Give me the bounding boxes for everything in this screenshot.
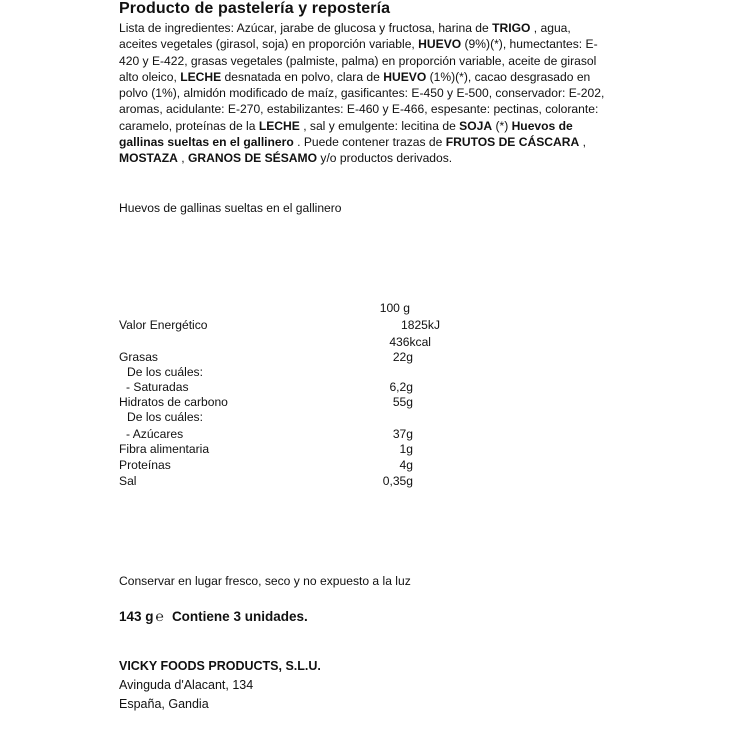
ingredient-text: y/o productos derivados.	[317, 151, 453, 166]
nutrition-label: Hidratos de carbono	[119, 395, 228, 409]
nutrition-row	[119, 350, 439, 366]
ingredient-text: (1%)(*), cacao desgrasado en polvo (1%), almidón modificado de maíz, gasificantes: E-450 y E-500, conservador: E-202, aromas, acidulante: E-270, estabilizantes: E-460 y E-466, espesante: pectinas, colorante: caramelo, proteínas de la	[119, 69, 605, 133]
nutrition-value: 22g	[392, 350, 413, 364]
nutrition-row	[119, 458, 439, 474]
nutrition-value: 6,2g	[389, 380, 413, 394]
estimated-sign-icon: ℮	[155, 608, 164, 624]
ingredient-text: ,	[177, 151, 188, 166]
nutrition-row	[119, 395, 439, 411]
nutrition-label: - Azúcares	[126, 427, 184, 441]
nutrition-row-energy	[119, 318, 439, 334]
nutrition-row	[119, 410, 439, 426]
nutrition-row	[119, 365, 439, 381]
ingredient-text: ,	[579, 135, 586, 150]
free-range-note: Huevos de gallinas sueltas en el gallinero	[119, 201, 342, 215]
net-weight-line	[119, 608, 308, 624]
allergen-text: FRUTOS DE CÁSCARA	[445, 135, 580, 150]
allergen-text: GRANOS DE SÉSAMO	[188, 151, 318, 166]
nutrition-value: 55g	[392, 395, 413, 409]
company-address-line1: Avinguda d'Alacant, 134	[119, 678, 254, 692]
ingredient-text: . Puede contener trazas de	[293, 135, 446, 150]
ingredient-text: (*)	[492, 118, 512, 133]
company-address-line2: España, Gandia	[119, 697, 209, 711]
nutrition-label: - Saturadas	[126, 380, 189, 394]
net-weight: 143 g	[119, 609, 154, 624]
nutrition-value: 1g	[399, 442, 413, 456]
ingredient-text: (9%)(*), humectantes: E-420 y E-422, grasas vegetales (palmiste, palma) en proporción variable, aceite de girasol alto oleico,	[119, 37, 598, 84]
nutrition-row	[119, 380, 439, 396]
nutrition-label: De los cuáles:	[127, 410, 203, 424]
allergen-text: LECHE	[258, 118, 300, 133]
nutrition-value: 4g	[399, 458, 413, 472]
nutrition-energy-kcal: 436kcal	[389, 335, 431, 349]
allergen-text: MOSTAZA	[119, 151, 178, 166]
product-title: Producto de pastelería y repostería	[119, 0, 391, 17]
company-name: VICKY FOODS PRODUCTS, S.L.U.	[119, 659, 321, 673]
nutrition-row	[119, 474, 439, 490]
nutrition-value: 0,35g	[382, 474, 413, 488]
nutrition-label: Grasas	[119, 350, 158, 364]
ingredient-text: desnatada en polvo, clara de	[221, 69, 384, 84]
allergen-text: HUEVO	[383, 69, 427, 84]
nutrition-row	[119, 442, 439, 458]
ingredient-text: , sal y emulgente: lecitina de	[299, 118, 460, 133]
nutrition-label: De los cuáles:	[127, 365, 203, 379]
nutrition-header-value: 100 g	[379, 301, 410, 315]
allergen-text: SOJA	[459, 118, 493, 133]
nutrition-value: 37g	[392, 427, 413, 441]
allergen-text: HUEVO	[418, 37, 462, 52]
nutrition-label: Valor Energético	[119, 318, 208, 332]
unit-count: Contiene 3 unidades.	[171, 609, 308, 624]
ingredient-text: Lista de ingredientes: Azúcar, jarabe de glucosa y fructosa, harina de	[119, 21, 493, 35]
allergen-text: Huevos de gallinas sueltas en el gallinero	[119, 118, 573, 150]
nutrition-label: Sal	[119, 474, 137, 488]
ingredient-text: , agua, aceites vegetales (girasol, soja) en proporción variable,	[119, 21, 571, 52]
nutrition-row	[119, 427, 439, 443]
nutrition-label: Proteínas	[119, 458, 171, 472]
nutrition-label: Fibra alimentaria	[119, 442, 210, 456]
allergen-text: LECHE	[180, 69, 222, 84]
allergen-text: TRIGO	[492, 21, 531, 35]
storage-instructions: Conservar en lugar fresco, seco y no expuesto a la luz	[119, 574, 411, 588]
nutrition-value: 1825kJ	[401, 318, 440, 332]
